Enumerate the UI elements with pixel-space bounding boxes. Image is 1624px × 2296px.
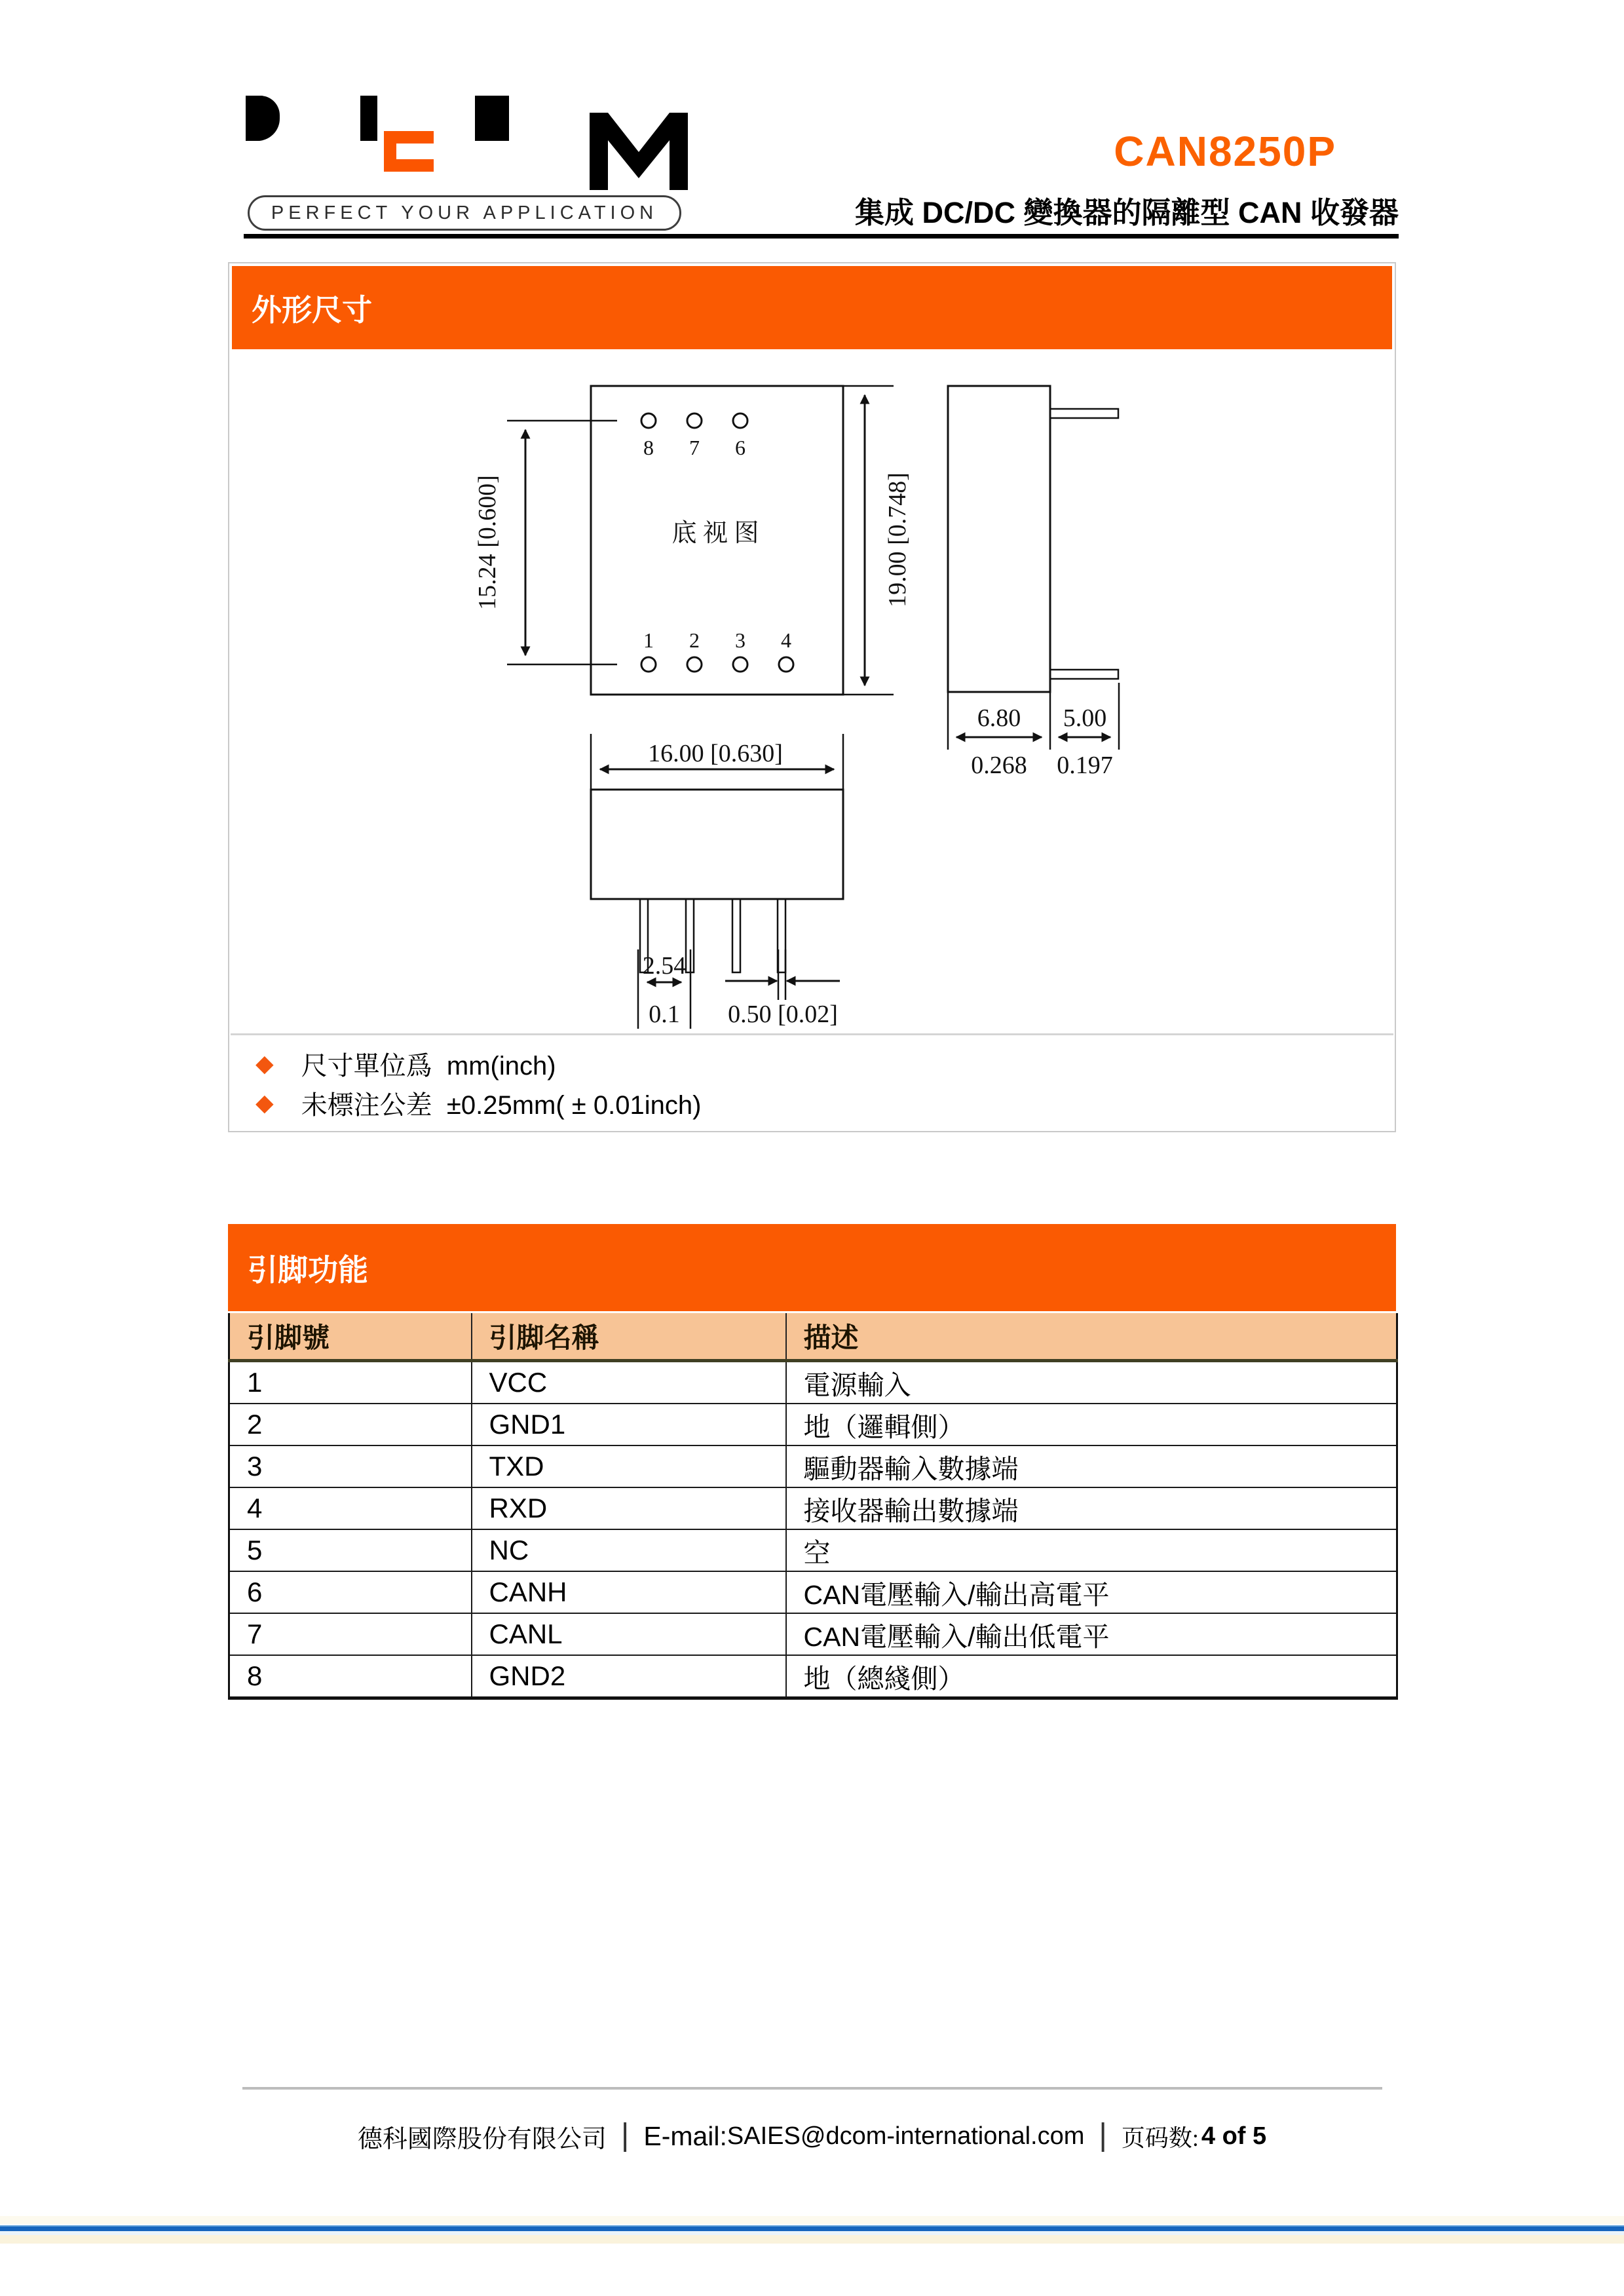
pin-desc: 地（總綫側）: [786, 1655, 1397, 1698]
pin-desc: 電源輸入: [786, 1361, 1397, 1404]
dim-pitch-mm: 2.54: [642, 952, 687, 980]
table-row: [229, 1613, 1397, 1655]
pin-name: VCC: [472, 1361, 786, 1404]
logo-letter-d-icon: [246, 113, 344, 190]
pin-desc: CAN電壓輸入/輸出高電平: [786, 1571, 1397, 1613]
bottom-view-drawing: [474, 386, 911, 695]
pin-desc: CAN電壓輸入/輸出低電平: [786, 1613, 1397, 1655]
dim-pin-width: 0.50 [0.02]: [728, 1001, 838, 1028]
pin-desc: 地（邏輯側）: [786, 1404, 1397, 1445]
note-units: [255, 1047, 556, 1080]
pin-no: 8: [229, 1655, 472, 1698]
header-rule: [244, 234, 1399, 239]
page-edge-blue-line: [0, 2225, 1624, 2231]
footer: [228, 2115, 1396, 2157]
pin-no: 3: [229, 1445, 472, 1487]
notes-divider: [231, 1033, 1393, 1035]
pin2-label: 2: [689, 628, 700, 652]
pin-function-table: [228, 1311, 1398, 1700]
pin6-label: 6: [735, 436, 746, 459]
dim-depth-mm: 6.80: [977, 704, 1021, 732]
pins-section-header: 引脚功能: [228, 1224, 1396, 1311]
pin-no: 6: [229, 1571, 472, 1613]
table-row: [229, 1445, 1397, 1487]
logo-letter-m-icon: [590, 113, 688, 190]
col-header-pin-name: 引脚名稱: [472, 1312, 786, 1361]
pin-name: CANL: [472, 1613, 786, 1655]
dim-pin-row-span: 15.24 [0.600]: [474, 475, 501, 610]
dim-pin-len-inch: 0.197: [1057, 752, 1113, 779]
bottom-view-label: 底 视 图: [671, 520, 759, 547]
page-edge-cream-band: [0, 2235, 1624, 2244]
pin-desc: 驅動器輸入數據端: [786, 1445, 1397, 1487]
dim-body-width: 16.00 [0.630]: [648, 740, 783, 767]
front-view-drawing: [591, 734, 843, 1029]
note-tolerance: [255, 1086, 701, 1119]
section-pin-functions: [228, 1224, 1396, 1700]
col-header-pin-number: 引脚號: [229, 1312, 472, 1361]
footer-company: 德科國際股份有限公司: [357, 2125, 607, 2153]
note-units-text: 尺寸單位爲 mm(inch): [301, 1051, 556, 1081]
pin-no: 4: [229, 1487, 472, 1529]
dcom-logo: [246, 113, 698, 191]
table-header-row: [229, 1312, 1397, 1361]
table-row: [229, 1404, 1397, 1445]
dim-pin-len-mm: 5.00: [1063, 704, 1107, 732]
diamond-bullet-icon: ◆: [255, 1089, 274, 1116]
table-row: [229, 1529, 1397, 1571]
footer-separator: |: [1099, 2117, 1107, 2152]
pin3-label: 3: [735, 628, 746, 652]
pin-name: RXD: [472, 1487, 786, 1529]
table-row: [229, 1571, 1397, 1613]
pin-name: CANH: [472, 1571, 786, 1613]
col-header-description: 描述: [786, 1312, 1397, 1361]
footer-page-number: 4 of 5: [1201, 2122, 1267, 2150]
pin1-label: 1: [643, 628, 654, 652]
pin-no: 2: [229, 1404, 472, 1445]
logo-tagline: PERFECT YOUR APPLICATION: [248, 195, 681, 231]
side-view-drawing: [948, 386, 1119, 779]
table-row: [229, 1655, 1397, 1698]
dim-pitch-inch: 0.1: [649, 1001, 680, 1028]
pin-name: GND2: [472, 1655, 786, 1698]
pin-no: 1: [229, 1361, 472, 1404]
pin8-label: 8: [643, 436, 654, 459]
pin4-label: 4: [781, 628, 791, 652]
pin-name: GND1: [472, 1404, 786, 1445]
section-outline-dimensions: [228, 262, 1396, 1132]
pin-desc: 接收器輸出數據端: [786, 1487, 1397, 1529]
page-subtitle: 集成 DC/DC 變換器的隔離型 CAN 收發器: [855, 196, 1399, 229]
footer-email-label: E-mail:: [643, 2120, 727, 2151]
pin-name: TXD: [472, 1445, 786, 1487]
footer-email: SAIES@dcom-international.com: [727, 2122, 1085, 2150]
dim-body-height: 19.00 [0.748]: [884, 472, 911, 607]
logo-orange-c-icon: [384, 131, 434, 172]
dimension-drawing: [229, 263, 1395, 1131]
dim-depth-inch: 0.268: [971, 752, 1027, 779]
page-title: CAN8250P: [1114, 128, 1336, 175]
pin7-label: 7: [689, 436, 700, 459]
pin-name: NC: [472, 1529, 786, 1571]
table-row: [229, 1361, 1397, 1404]
pin-desc: 空: [786, 1529, 1397, 1571]
diamond-bullet-icon: ◆: [255, 1050, 274, 1077]
pin-no: 5: [229, 1529, 472, 1571]
outline-section-header: 外形尺寸: [232, 266, 1392, 349]
logo-letter-o-icon: [475, 113, 573, 190]
footer-page-label: 页码数:: [1121, 2124, 1199, 2151]
note-tolerance-text: 未標注公差 ±0.25mm( ± 0.01inch): [301, 1090, 702, 1120]
logo-letter-c-icon: [360, 113, 459, 190]
footer-rule: [242, 2087, 1382, 2090]
footer-separator: |: [620, 2117, 630, 2152]
pin-no: 7: [229, 1613, 472, 1655]
page-edge-cream-band: [0, 2216, 1624, 2224]
table-row: [229, 1487, 1397, 1529]
